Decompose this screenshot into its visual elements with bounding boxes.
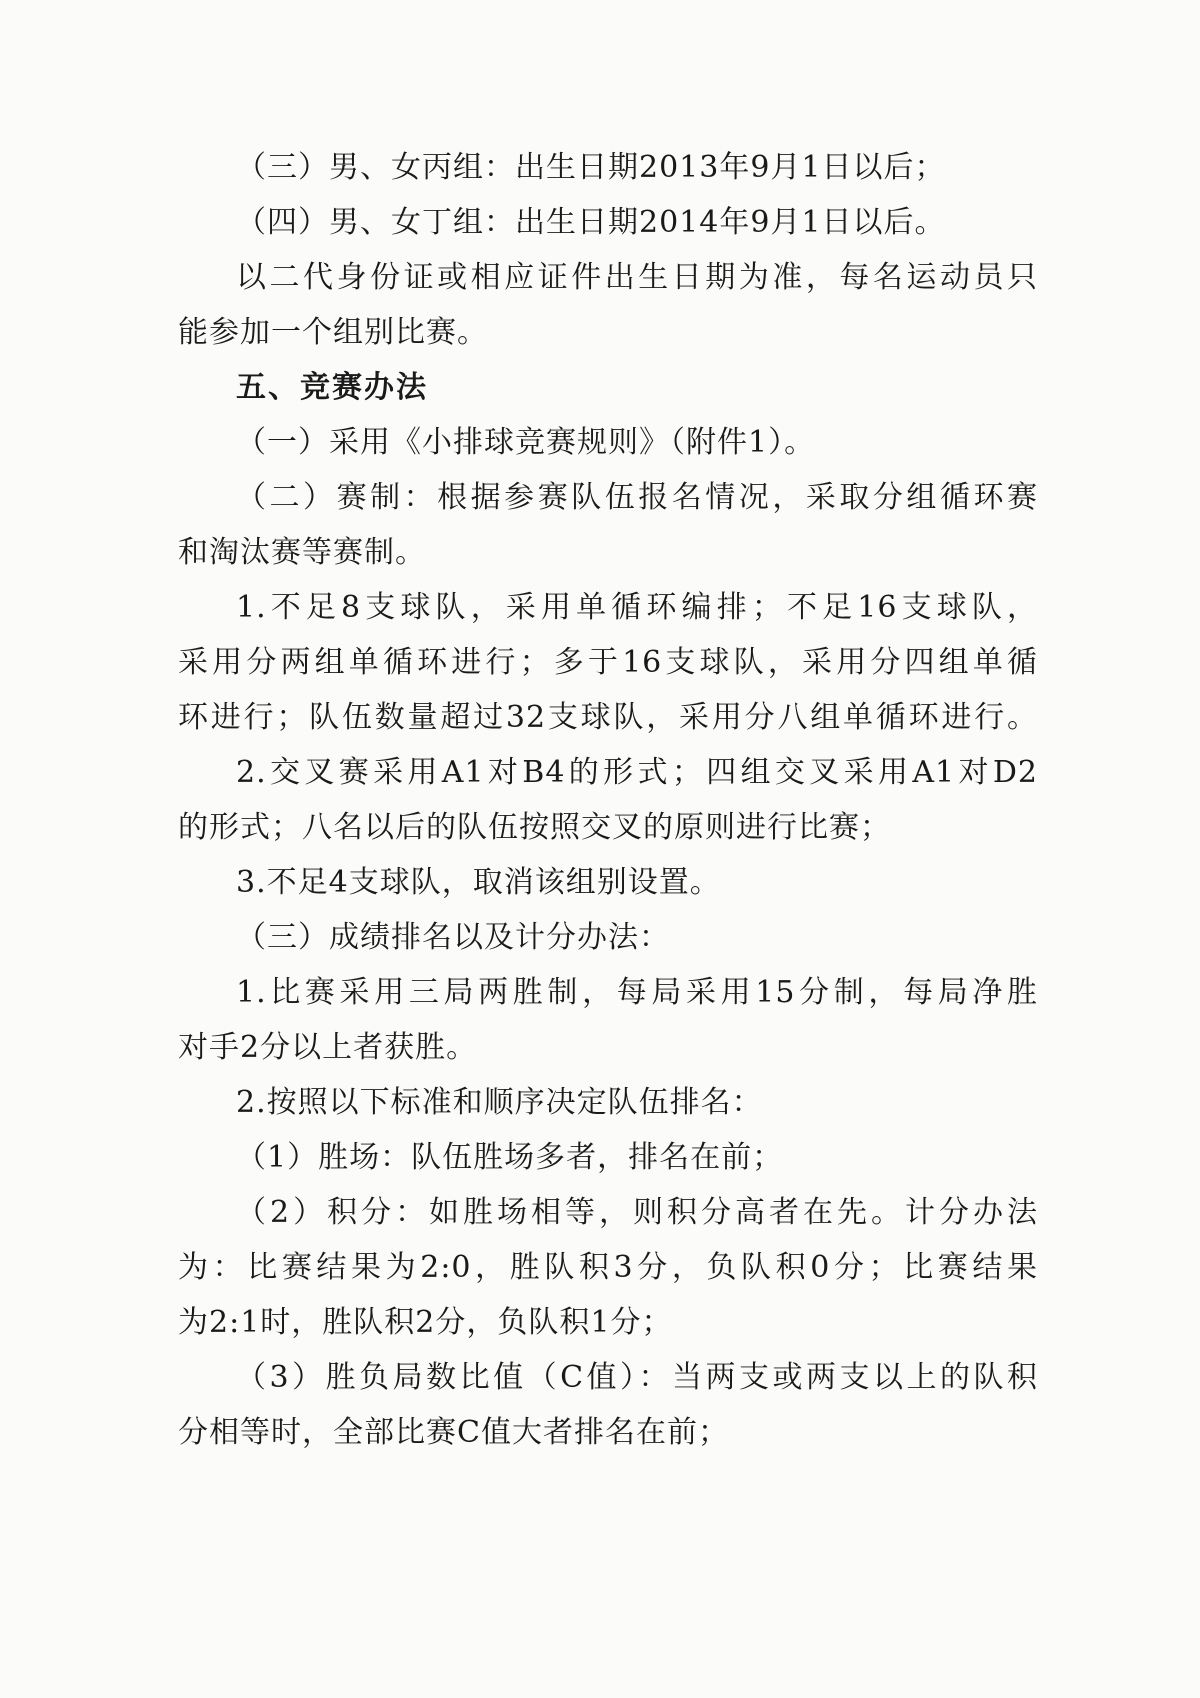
text-line-criteria-3: （3）胜负局数比值（C值）：当两支或两支以上的队积 xyxy=(236,1360,1038,1395)
text-line-group-c: （三）男、女丙组：出生日期2013年9月1日以后； xyxy=(236,150,946,185)
text-line-id-rule-cont: 能参加一个组别比赛。 xyxy=(178,315,488,350)
text-line-rules: （一）采用《小排球竞赛规则》（附件1）。 xyxy=(236,425,816,460)
text-line-format-cont: 和淘汰赛等赛制。 xyxy=(178,535,426,570)
text-line-group-d: （四）男、女丁组：出生日期2014年9月1日以后。 xyxy=(236,205,946,240)
text-line-format: （二）赛制：根据参赛队伍报名情况，采取分组循环赛 xyxy=(236,480,1038,515)
text-line-criteria-3-cont: 分相等时，全部比赛C值大者排名在前； xyxy=(178,1415,729,1450)
text-line-item-1-cont-b: 环进行；队伍数量超过32支球队，采用分八组单循环进行。 xyxy=(178,700,1038,735)
text-line-item-1-cont-a: 采用分两组单循环进行；多于16支球队，采用分四组单循 xyxy=(178,645,1038,680)
text-line-scoring-title: （三）成绩排名以及计分办法： xyxy=(236,920,670,955)
text-line-criteria-2: （2）积分：如胜场相等，则积分高者在先。计分办法 xyxy=(236,1195,1038,1230)
section-heading-competition-method: 五、竞赛办法 xyxy=(236,370,428,405)
text-line-id-rule: 以二代身份证或相应证件出生日期为准，每名运动员只 xyxy=(236,260,1038,295)
text-line-criteria-2-cont-a: 为：比赛结果为2:0，胜队积3分，负队积0分；比赛结果 xyxy=(178,1250,1038,1285)
text-line-criteria-1: （1）胜场：队伍胜场多者，排名在前； xyxy=(236,1140,784,1175)
text-line-criteria-2-cont-b: 为2:1时，胜队积2分，负队积1分； xyxy=(178,1305,673,1340)
text-line-scoring-1-cont: 对手2分以上者获胜。 xyxy=(178,1030,478,1065)
text-line-item-2: 2.交叉赛采用A1对B4的形式；四组交叉采用A1对D2 xyxy=(236,755,1038,790)
text-line-item-2-cont: 的形式；八名以后的队伍按照交叉的原则进行比赛； xyxy=(178,810,891,845)
text-line-item-3: 3.不足4支球队，取消该组别设置。 xyxy=(236,865,721,900)
text-line-item-1: 1.不足8支球队，采用单循环编排；不足16支球队， xyxy=(236,590,1038,625)
text-line-scoring-2: 2.按照以下标准和顺序决定队伍排名： xyxy=(236,1085,763,1120)
text-line-scoring-1: 1.比赛采用三局两胜制，每局采用15分制，每局净胜 xyxy=(236,975,1038,1010)
